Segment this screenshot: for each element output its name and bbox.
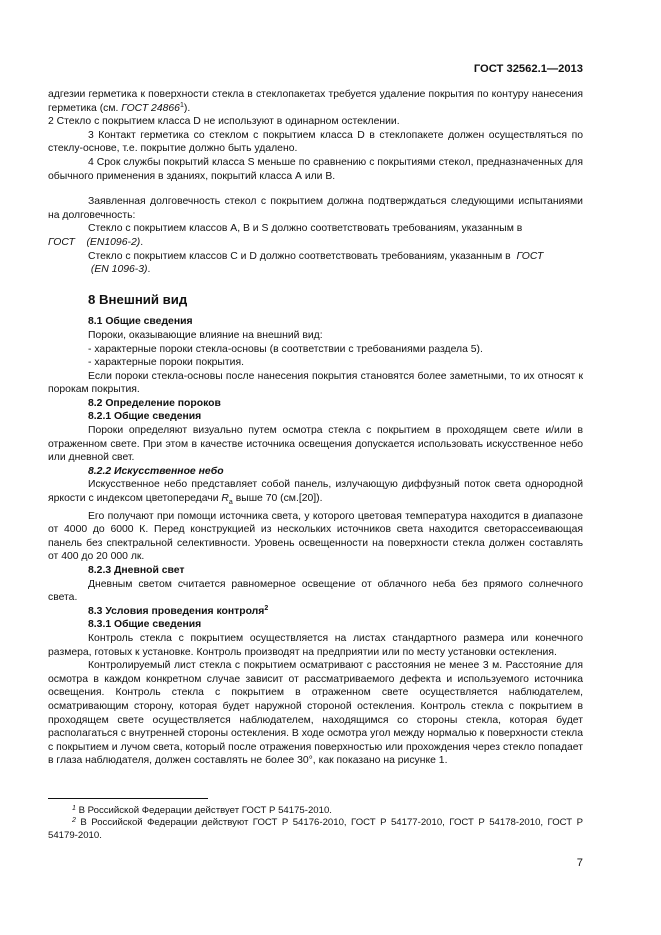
footnote-2: $^2$ В Российской Федерации действуют ГОСТ Р 54176-2010, ГОСТ Р 54177-2010, ГОСТ Р 54178-2010, ГОСТ Р 54179-2010. <box>48 817 583 841</box>
section-8-2-1-text: Пороки определяют визуально путем осмотра стекла с покрытием в проходящем свете и/или в отраженном свете. При этом в качестве источника освещения допускается использовать искусственное небо или дневной свет. <box>48 425 583 464</box>
section-8-3-1-p2: Контролируемый лист стекла с покрытием осматривают с расстояния не менее 3 м. Расстояние для осмотра в каждом конкретном случае зависит от рассматриваемого дефекта и используемого источника освещения. Контроль стекла с покрытием в отраженном свете осуществляется наблюдателем, осматривающим сторону, которая будет наружной стороной остекления. Контроль стекла с покрытием в проходящем свете осуществляется наблюдателем, находящимся со стороны стекла, которая будет располагаться с внутренней стороны остекления. В ходе осмотра угол между нормалью к поверхности стекла с покрытием и лучом света, который после отражения поверхностью или прохождения через стекло попадает в глаза наблюдателя, должен составлять не более 30°, как показано на рисунке 1. <box>48 660 583 767</box>
section-8-2-3-title: 8.2.3 Дневной свет <box>88 565 185 577</box>
note-3: 3 Контакт герметика со стеклом с покрытием класса D в стеклопакете должен осуществляться по стеклу-основе, т.е. покрытие должно быть удалено. <box>48 129 583 155</box>
section-8-1-title: 8.1 Общие сведения <box>88 316 193 328</box>
section-8-1-p4: Если пороки стекла-основы после нанесения покрытия становятся более заметными, то их относят к порокам покрытия. <box>48 370 583 396</box>
footnote-1: $^1$ В Российской Федерации действует ГОСТ Р 54175-2010. <box>72 805 332 816</box>
section-8-1-p3: - характерные пороки покрытия. <box>88 357 244 369</box>
section-8-2-title: 8.2 Определение пороков <box>88 397 221 409</box>
section-8-3-title: 8.3 Условия проведения контроля$^2$ <box>88 604 269 617</box>
section-8-2-3-text: Дневным светом считается равномерное освещение от облачного неба без прямого солнечного света. <box>48 578 583 604</box>
section-8-2-2-title: 8.2.2 Искусственное небо <box>88 465 224 477</box>
section-8-title: 8 Внешний вид <box>88 291 188 307</box>
durability-intro: Заявленная долговечность стекол с покрытием должна подтверждаться следующими испытаниями на долговечность: <box>48 196 583 221</box>
section-8-2-1-title: 8.2.1 Общие сведения <box>88 411 202 423</box>
section-8-2-2-p1: Искусственное небо представляет собой панель, излучающую диффузный поток света однородной яркости с индексом цветопередачи $R_a$ выше 70 (см.[20]). <box>48 479 583 507</box>
page-number: 7 <box>576 857 583 869</box>
section-8-3-1-title: 8.3.1 Общие сведения <box>88 619 202 631</box>
durability-line-2-ref: (EN 1096-3). <box>90 264 151 276</box>
footnotes <box>48 805 583 842</box>
section-8-1-p2: - характерные пороки стекла-основы (в соответствии с требованиями раздела 5). <box>88 343 483 355</box>
section-8-2-2-p2: Его получают при помощи источника света, у которого цветовая температура находится в диапазоне от 4000 до 6000 К. Перед конструкцией из нескольких источников света находится светорассеивающая панель без спектральной селективности. Уровень освещенности на поверхности стекла должен составлять от 400 до 20 000 лк. <box>48 510 583 563</box>
paragraph-adhesion: адгезии герметика к поверхности стекла в стеклопакетах требуется удаление покрытия по контуру нанесения герметика (см. ГОСТ 24866$^1$). <box>48 89 583 114</box>
durability-line-2: Стекло с покрытием классов С и D должно соответствовать требованиям, указанным в ГОСТ <box>88 250 544 262</box>
durability-line-1: Стекло с покрытием классов А, В и S должно соответствовать требованиям, указанным в <box>88 223 523 235</box>
note-4: 4 Срок службы покрытий класса S меньше по сравнению с покрытиями стекол, предназначенных для обычного применения в зданиях, покрытий класса А или В. <box>48 156 583 182</box>
footnote-separator <box>48 798 208 799</box>
page-body <box>48 88 583 768</box>
section-8-3-1-p1: Контроль стекла с покрытием осуществляется на листах стандартного размера или конечного размера, готовых к установке. Контроль производят на предприятии или по месту установки остекления. <box>48 633 583 658</box>
section-8-1-p1: Пороки, оказывающие влияние на внешний вид: <box>88 329 323 341</box>
document-number: ГОСТ 32562.1—2013 <box>473 63 583 75</box>
note-2: 2 Стекло с покрытием класса D не используют в одинарном остеклении. <box>48 116 400 128</box>
durability-line-1-ref: ГОСТ (EN1096-2). <box>48 236 144 248</box>
